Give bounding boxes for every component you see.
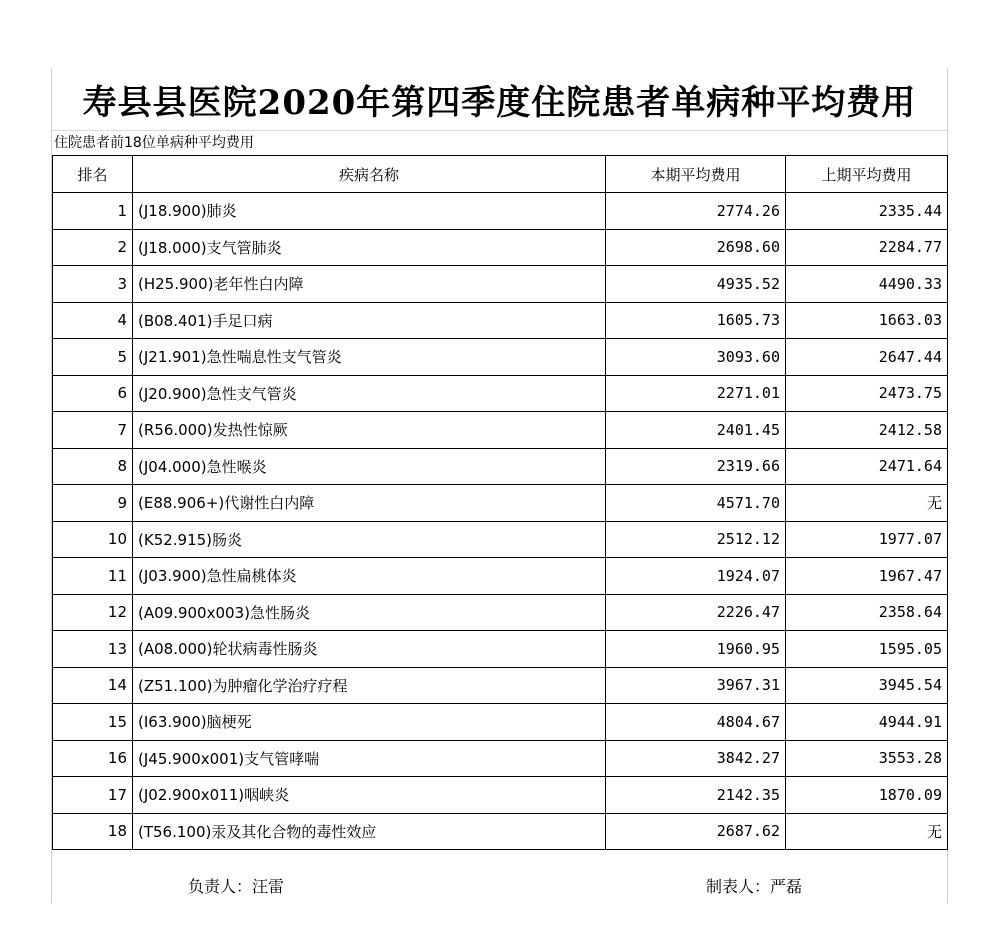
current-cost-cell[interactable]: 4571.70 <box>606 485 786 522</box>
responsible-person: 负责人：汪雷 <box>188 877 285 896</box>
current-cost-cell[interactable]: 1960.95 <box>606 631 786 668</box>
rank-cell[interactable]: 7 <box>53 412 133 449</box>
previous-cost-cell[interactable]: 2335.44 <box>786 193 948 230</box>
table-row <box>53 339 948 376</box>
table-preparer: 制表人：严磊 <box>706 877 803 896</box>
rank-cell[interactable]: 8 <box>53 448 133 485</box>
table-row <box>53 266 948 303</box>
previous-cost-cell[interactable]: 2412.58 <box>786 412 948 449</box>
previous-cost-cell[interactable]: 3553.28 <box>786 740 948 777</box>
spreadsheet-sheet <box>51 68 948 903</box>
disease-name-cell[interactable]: (H25.900)老年性白内障 <box>133 266 606 303</box>
rank-cell[interactable]: 5 <box>53 339 133 376</box>
header-disease-name[interactable]: 疾病名称 <box>133 156 606 193</box>
rank-cell[interactable]: 1 <box>53 193 133 230</box>
disease-name-cell[interactable]: (J04.000)急性喉炎 <box>133 448 606 485</box>
current-cost-cell[interactable]: 3842.27 <box>606 740 786 777</box>
current-cost-cell[interactable]: 1605.73 <box>606 302 786 339</box>
disease-name-cell[interactable]: (R56.000)发热性惊厥 <box>133 412 606 449</box>
previous-cost-cell[interactable]: 2647.44 <box>786 339 948 376</box>
rank-cell[interactable]: 14 <box>53 667 133 704</box>
current-cost-cell[interactable]: 2401.45 <box>606 412 786 449</box>
previous-cost-cell[interactable]: 2473.75 <box>786 375 948 412</box>
rank-cell[interactable]: 18 <box>53 813 133 850</box>
disease-name-cell[interactable]: (K52.915)肠炎 <box>133 521 606 558</box>
current-cost-cell[interactable]: 4935.52 <box>606 266 786 303</box>
current-cost-cell[interactable]: 2512.12 <box>606 521 786 558</box>
previous-cost-cell[interactable]: 4490.33 <box>786 266 948 303</box>
disease-name-cell[interactable]: (A08.000)轮状病毒性肠炎 <box>133 631 606 668</box>
rank-cell[interactable]: 6 <box>53 375 133 412</box>
rank-cell[interactable]: 9 <box>53 485 133 522</box>
previous-cost-cell[interactable]: 4944.91 <box>786 704 948 741</box>
previous-cost-cell[interactable]: 1977.07 <box>786 521 948 558</box>
disease-name-cell[interactable]: (J18.000)支气管肺炎 <box>133 229 606 266</box>
header-current-average-cost[interactable]: 本期平均费用 <box>606 156 786 193</box>
table-row <box>53 740 948 777</box>
table-row <box>53 631 948 668</box>
disease-name-cell[interactable]: (J18.900)肺炎 <box>133 193 606 230</box>
disease-name-cell[interactable]: (J02.900x011)咽峡炎 <box>133 777 606 814</box>
previous-cost-cell[interactable]: 2471.64 <box>786 448 948 485</box>
rank-cell[interactable]: 2 <box>53 229 133 266</box>
table-row <box>53 667 948 704</box>
table-row <box>53 193 948 230</box>
table-row <box>53 704 948 741</box>
header-rank[interactable]: 排名 <box>53 156 133 193</box>
current-cost-cell[interactable]: 3967.31 <box>606 667 786 704</box>
current-cost-cell[interactable]: 2319.66 <box>606 448 786 485</box>
disease-name-cell[interactable]: (J03.900)急性扁桃体炎 <box>133 558 606 595</box>
table-row <box>53 302 948 339</box>
disease-name-cell[interactable]: (I63.900)脑梗死 <box>133 704 606 741</box>
table-row <box>53 375 948 412</box>
current-cost-cell[interactable]: 2226.47 <box>606 594 786 631</box>
previous-cost-cell[interactable]: 2284.77 <box>786 229 948 266</box>
disease-name-cell[interactable]: (J21.901)急性喘息性支气管炎 <box>133 339 606 376</box>
rank-cell[interactable]: 17 <box>53 777 133 814</box>
rank-cell[interactable]: 12 <box>53 594 133 631</box>
rank-cell[interactable]: 13 <box>53 631 133 668</box>
table-row <box>53 594 948 631</box>
table-row <box>53 521 948 558</box>
table-row <box>53 558 948 595</box>
previous-cost-cell[interactable]: 2358.64 <box>786 594 948 631</box>
previous-cost-cell[interactable]: 1967.47 <box>786 558 948 595</box>
disease-name-cell[interactable]: (E88.906+)代谢性白内障 <box>133 485 606 522</box>
rank-cell[interactable]: 4 <box>53 302 133 339</box>
previous-cost-cell[interactable]: 3945.54 <box>786 667 948 704</box>
current-cost-cell[interactable]: 2687.62 <box>606 813 786 850</box>
report-subtitle: 住院患者前18位单病种平均费用 <box>54 135 254 151</box>
current-cost-cell[interactable]: 2774.26 <box>606 193 786 230</box>
disease-name-cell[interactable]: (J45.900x001)支气管哮喘 <box>133 740 606 777</box>
previous-cost-cell[interactable]: 无 <box>786 485 948 522</box>
rank-cell[interactable]: 10 <box>53 521 133 558</box>
table-body <box>53 193 948 850</box>
table-row <box>53 448 948 485</box>
current-cost-cell[interactable]: 3093.60 <box>606 339 786 376</box>
previous-cost-cell[interactable]: 1663.03 <box>786 302 948 339</box>
disease-name-cell[interactable]: (Z51.100)为肿瘤化学治疗疗程 <box>133 667 606 704</box>
cost-table <box>52 155 948 850</box>
previous-cost-cell[interactable]: 1595.05 <box>786 631 948 668</box>
current-cost-cell[interactable]: 2271.01 <box>606 375 786 412</box>
table-row <box>53 813 948 850</box>
previous-cost-cell[interactable]: 无 <box>786 813 948 850</box>
header-previous-average-cost[interactable]: 上期平均费用 <box>786 156 948 193</box>
table-row <box>53 777 948 814</box>
footer <box>52 866 947 903</box>
rank-cell[interactable]: 11 <box>53 558 133 595</box>
table-row <box>53 485 948 522</box>
disease-name-cell[interactable]: (A09.900x003)急性肠炎 <box>133 594 606 631</box>
rank-cell[interactable]: 15 <box>53 704 133 741</box>
table-row <box>53 229 948 266</box>
current-cost-cell[interactable]: 2142.35 <box>606 777 786 814</box>
current-cost-cell[interactable]: 1924.07 <box>606 558 786 595</box>
disease-name-cell[interactable]: (J20.900)急性支气管炎 <box>133 375 606 412</box>
report-title: 寿县县医院2020年第四季度住院患者单病种平均费用 <box>52 68 947 131</box>
rank-cell[interactable]: 3 <box>53 266 133 303</box>
table-header-row <box>53 156 948 193</box>
rank-cell[interactable]: 16 <box>53 740 133 777</box>
disease-name-cell[interactable]: (T56.100)汞及其化合物的毒性效应 <box>133 813 606 850</box>
current-cost-cell[interactable]: 4804.67 <box>606 704 786 741</box>
table-row <box>53 412 948 449</box>
previous-cost-cell[interactable]: 1870.09 <box>786 777 948 814</box>
current-cost-cell[interactable]: 2698.60 <box>606 229 786 266</box>
disease-name-cell[interactable]: (B08.401)手足口病 <box>133 302 606 339</box>
